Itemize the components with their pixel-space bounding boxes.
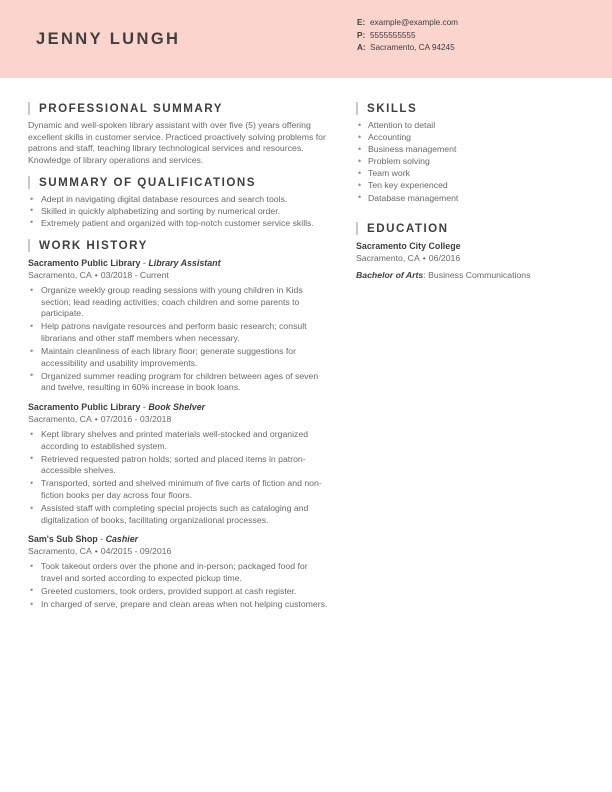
bullet-separator-icon: • xyxy=(94,414,98,424)
section-summary-of-qualifications xyxy=(28,176,328,229)
professional-summary-text: Dynamic and well-spoken library assistant with over five (5) years offering excellent skills in customer service. Practiced proactively solving problems for patrons and staff, teaching library technological services and resources. Knowledge of library operations and services. xyxy=(28,120,326,165)
list-item: • Organized summer reading program for children between ages of seven and twelve, resulting in 60% increase in book loans. xyxy=(28,371,328,394)
job-role: Book Shelver xyxy=(148,402,206,412)
job-company: Sacramento Public Library xyxy=(28,402,141,412)
job-role: Cashier xyxy=(105,534,139,545)
accent-bar-icon xyxy=(28,102,30,115)
right-column xyxy=(340,92,576,283)
bullet-separator-icon: • xyxy=(94,546,98,557)
list-item: • Accounting xyxy=(356,132,576,144)
bullet-separator-icon: • xyxy=(94,270,98,281)
job-company: Sam's Sub Shop xyxy=(28,534,98,545)
summary-of-qualifications-title: SUMMARY OF QUALIFICATIONS xyxy=(39,176,256,190)
list-item: • Skilled in quickly alphabetizing and sorting by numerical order. xyxy=(28,206,328,218)
list-item: • Attention to detail xyxy=(356,120,576,132)
skills-title: SKILLS xyxy=(367,102,418,115)
contact-email-value: example@example.com xyxy=(370,18,458,27)
contact-address-key: A: xyxy=(357,43,366,53)
list-item: • Team work xyxy=(356,168,576,180)
education-school: Sacramento City College xyxy=(356,241,461,252)
list-item: • Retrieved requested patron holds; sorted and placed items in patron-accessible shelves. xyxy=(28,454,328,477)
education-date: 06/2016 xyxy=(428,253,461,264)
list-item: • Database management xyxy=(356,193,576,205)
work-history-entry xyxy=(28,401,328,526)
section-work-history xyxy=(28,239,328,610)
contact-phone-key: P: xyxy=(357,30,366,40)
job-meta-line xyxy=(28,413,328,425)
job-role: Library Assistant xyxy=(148,258,221,269)
section-professional-summary xyxy=(28,102,328,166)
work-history-title: WORK HISTORY xyxy=(39,239,148,253)
list-item: • Ten key experienced xyxy=(356,180,576,192)
contact-email-key: E: xyxy=(357,18,366,27)
education-title: EDUCATION xyxy=(367,222,449,236)
education-meta-line xyxy=(356,252,576,264)
skills-heading xyxy=(356,102,576,115)
contact-address-value: Sacramento, CA 94245 xyxy=(370,43,455,53)
list-item: • Adept in navigating digital database resources and search tools. xyxy=(28,194,328,206)
job-bullets xyxy=(28,561,328,610)
list-item: • Maintain cleanliness of each library floor; generate suggestions for accessibility and usability improvements. xyxy=(28,346,328,369)
accent-bar-icon xyxy=(28,176,30,189)
job-location: Sacramento, CA xyxy=(28,546,92,557)
list-item: • Greeted customers, took orders, provided support at cash register. xyxy=(28,586,328,598)
candidate-name: JENNY LUNGH xyxy=(36,29,181,48)
job-title-line xyxy=(28,257,328,269)
section-skills xyxy=(356,102,576,204)
qualifications-list xyxy=(28,194,328,229)
list-item: • Transported, sorted and shelved minimum of five carts of fiction and non-fiction books per day across four floors. xyxy=(28,478,328,501)
job-company: Sacramento Public Library xyxy=(28,258,141,269)
bullet-separator-icon: • xyxy=(422,253,426,264)
job-meta-line xyxy=(28,545,328,557)
list-item: • Problem solving xyxy=(356,156,576,168)
skills-list xyxy=(356,120,576,204)
job-separator: - xyxy=(140,258,149,269)
contact-phone-value: 5555555555 xyxy=(370,30,416,40)
job-title-line xyxy=(28,401,328,413)
resume-body xyxy=(0,78,612,618)
resume-header xyxy=(0,0,612,78)
job-dates: 07/2016 - 03/2018 xyxy=(100,414,172,424)
job-separator: - xyxy=(140,402,149,412)
job-dates: 03/2018 - Current xyxy=(100,270,169,281)
professional-summary-title: PROFESSIONAL SUMMARY xyxy=(39,102,223,115)
contact-email-row xyxy=(357,17,458,30)
section-education xyxy=(356,222,576,281)
education-degree-line xyxy=(356,269,576,281)
contact-block xyxy=(357,17,458,55)
list-item: • Assisted staff with completing special projects such as cataloging and digitalization of books, facilitating organizational processes. xyxy=(28,503,328,526)
education-location: Sacramento, CA xyxy=(356,253,420,264)
education-heading xyxy=(356,222,576,235)
job-separator: - xyxy=(97,534,106,545)
work-history-entry xyxy=(28,533,328,610)
job-bullets xyxy=(28,285,328,394)
education-degree-label: Bachelor of Arts xyxy=(356,270,424,281)
contact-phone-row xyxy=(357,30,458,43)
work-history-entry xyxy=(28,257,328,394)
job-meta-line xyxy=(28,269,328,281)
left-column xyxy=(28,92,340,618)
contact-address-row xyxy=(357,42,458,55)
accent-bar-icon xyxy=(356,102,358,115)
job-title-line xyxy=(28,533,328,545)
accent-bar-icon xyxy=(28,239,30,252)
education-degree-field: : Business Communications xyxy=(423,270,531,281)
job-location: Sacramento, CA xyxy=(28,414,92,424)
summary-of-qualifications-heading xyxy=(28,176,328,189)
list-item: • Extremely patient and organized with top-notch customer service skills. xyxy=(28,218,328,230)
job-location: Sacramento, CA xyxy=(28,270,92,281)
professional-summary-heading xyxy=(28,102,328,115)
list-item: • Business management xyxy=(356,144,576,156)
job-bullets xyxy=(28,429,328,526)
list-item: • Help patrons navigate resources and perform basic research; consult librarians and other staff members when necessary. xyxy=(28,321,328,344)
list-item: • In charged of serve, prepare and clean areas when not helping customers. xyxy=(28,599,328,611)
list-item: • Organize weekly group reading sessions with young children in Kids section; lead reading activities, coach children and some parents to participate. xyxy=(28,285,328,320)
job-dates: 04/2015 - 09/2016 xyxy=(100,546,172,557)
list-item: • Took takeout orders over the phone and in-person; packaged food for travel and sorted according to expected pickup time. xyxy=(28,561,328,584)
work-history-heading xyxy=(28,239,328,252)
list-item: • Kept library shelves and printed materials well-stocked and organized according to established system. xyxy=(28,429,328,452)
accent-bar-icon xyxy=(356,222,358,235)
